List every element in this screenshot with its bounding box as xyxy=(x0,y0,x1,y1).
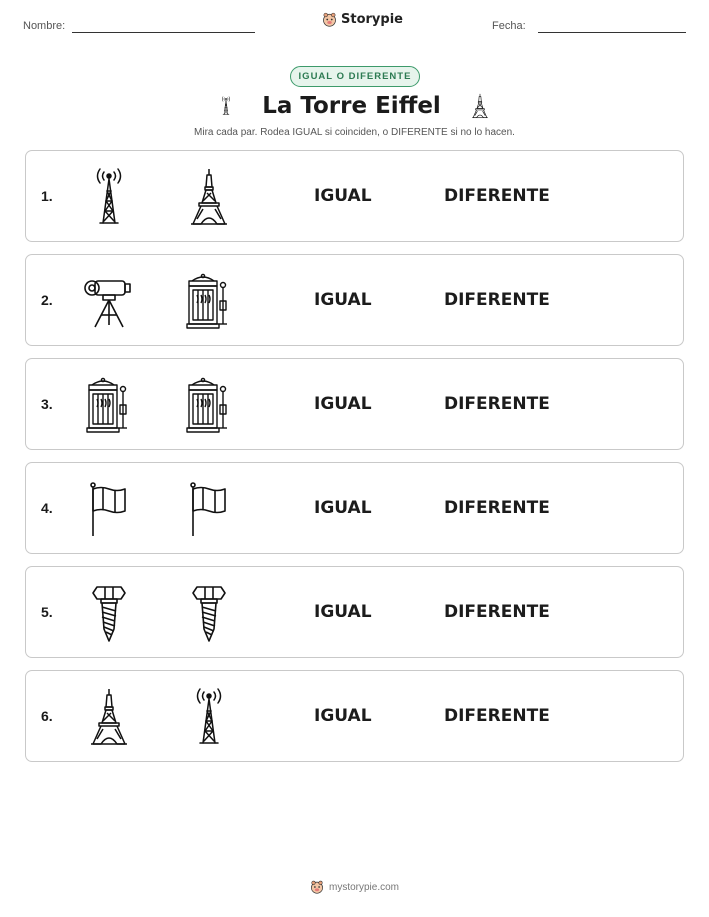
radio-tower-icon xyxy=(179,687,239,747)
exercise-row xyxy=(25,358,684,450)
title-row xyxy=(0,90,709,122)
exercise-number: 1. xyxy=(41,188,53,204)
eiffel-tower-icon xyxy=(179,167,239,227)
exercise-number: 6. xyxy=(41,708,53,724)
diferente-option[interactable]: DIFERENTE xyxy=(444,394,550,414)
date-label: Fecha: xyxy=(492,20,526,32)
diferente-option[interactable]: DIFERENTE xyxy=(444,602,550,622)
exercise-row xyxy=(25,670,684,762)
diferente-option[interactable]: DIFERENTE xyxy=(444,706,550,726)
elevator-icon xyxy=(179,271,239,331)
exercise-row xyxy=(25,150,684,242)
date-line[interactable] xyxy=(538,32,686,33)
elevator-icon xyxy=(179,375,239,435)
igual-option[interactable]: IGUAL xyxy=(314,602,372,622)
telescope-icon xyxy=(79,271,139,331)
brand xyxy=(322,12,403,27)
exercise-row xyxy=(25,462,684,554)
diferente-option[interactable]: DIFERENTE xyxy=(444,290,550,310)
exercise-row xyxy=(25,254,684,346)
exercise-number: 4. xyxy=(41,500,53,516)
exercise-number: 2. xyxy=(41,292,53,308)
exercise-row xyxy=(25,566,684,658)
igual-option[interactable]: IGUAL xyxy=(314,186,372,206)
storypie-logo-icon xyxy=(310,880,324,894)
igual-option[interactable]: IGUAL xyxy=(314,706,372,726)
eiffel-tower-icon xyxy=(467,90,493,122)
flag-icon xyxy=(179,479,239,539)
storypie-logo-icon xyxy=(322,12,337,27)
instructions: Mira cada par. Rodea IGUAL si coinciden, o DIFERENTE si no lo hacen. xyxy=(194,127,515,138)
brand-name: Storypie xyxy=(341,12,403,27)
igual-option[interactable]: IGUAL xyxy=(314,290,372,310)
exercise-number: 5. xyxy=(41,604,53,620)
screw-icon xyxy=(79,583,139,643)
diferente-option[interactable]: DIFERENTE xyxy=(444,186,550,206)
worksheet-type-badge: IGUAL O DIFERENTE xyxy=(290,66,420,87)
radio-tower-icon xyxy=(79,167,139,227)
screw-icon xyxy=(179,583,239,643)
footer-url: mystorypie.com xyxy=(328,881,399,893)
igual-option[interactable]: IGUAL xyxy=(314,394,372,414)
radio-tower-icon xyxy=(216,91,236,121)
name-label: Nombre: xyxy=(23,20,66,32)
footer xyxy=(0,880,709,894)
eiffel-tower-icon xyxy=(79,687,139,747)
elevator-icon xyxy=(79,375,139,435)
igual-option[interactable]: IGUAL xyxy=(314,498,372,518)
flag-icon xyxy=(79,479,139,539)
page-title: La Torre Eiffel xyxy=(262,93,441,119)
diferente-option[interactable]: DIFERENTE xyxy=(444,498,550,518)
name-line[interactable] xyxy=(72,32,255,33)
exercise-number: 3. xyxy=(41,396,53,412)
